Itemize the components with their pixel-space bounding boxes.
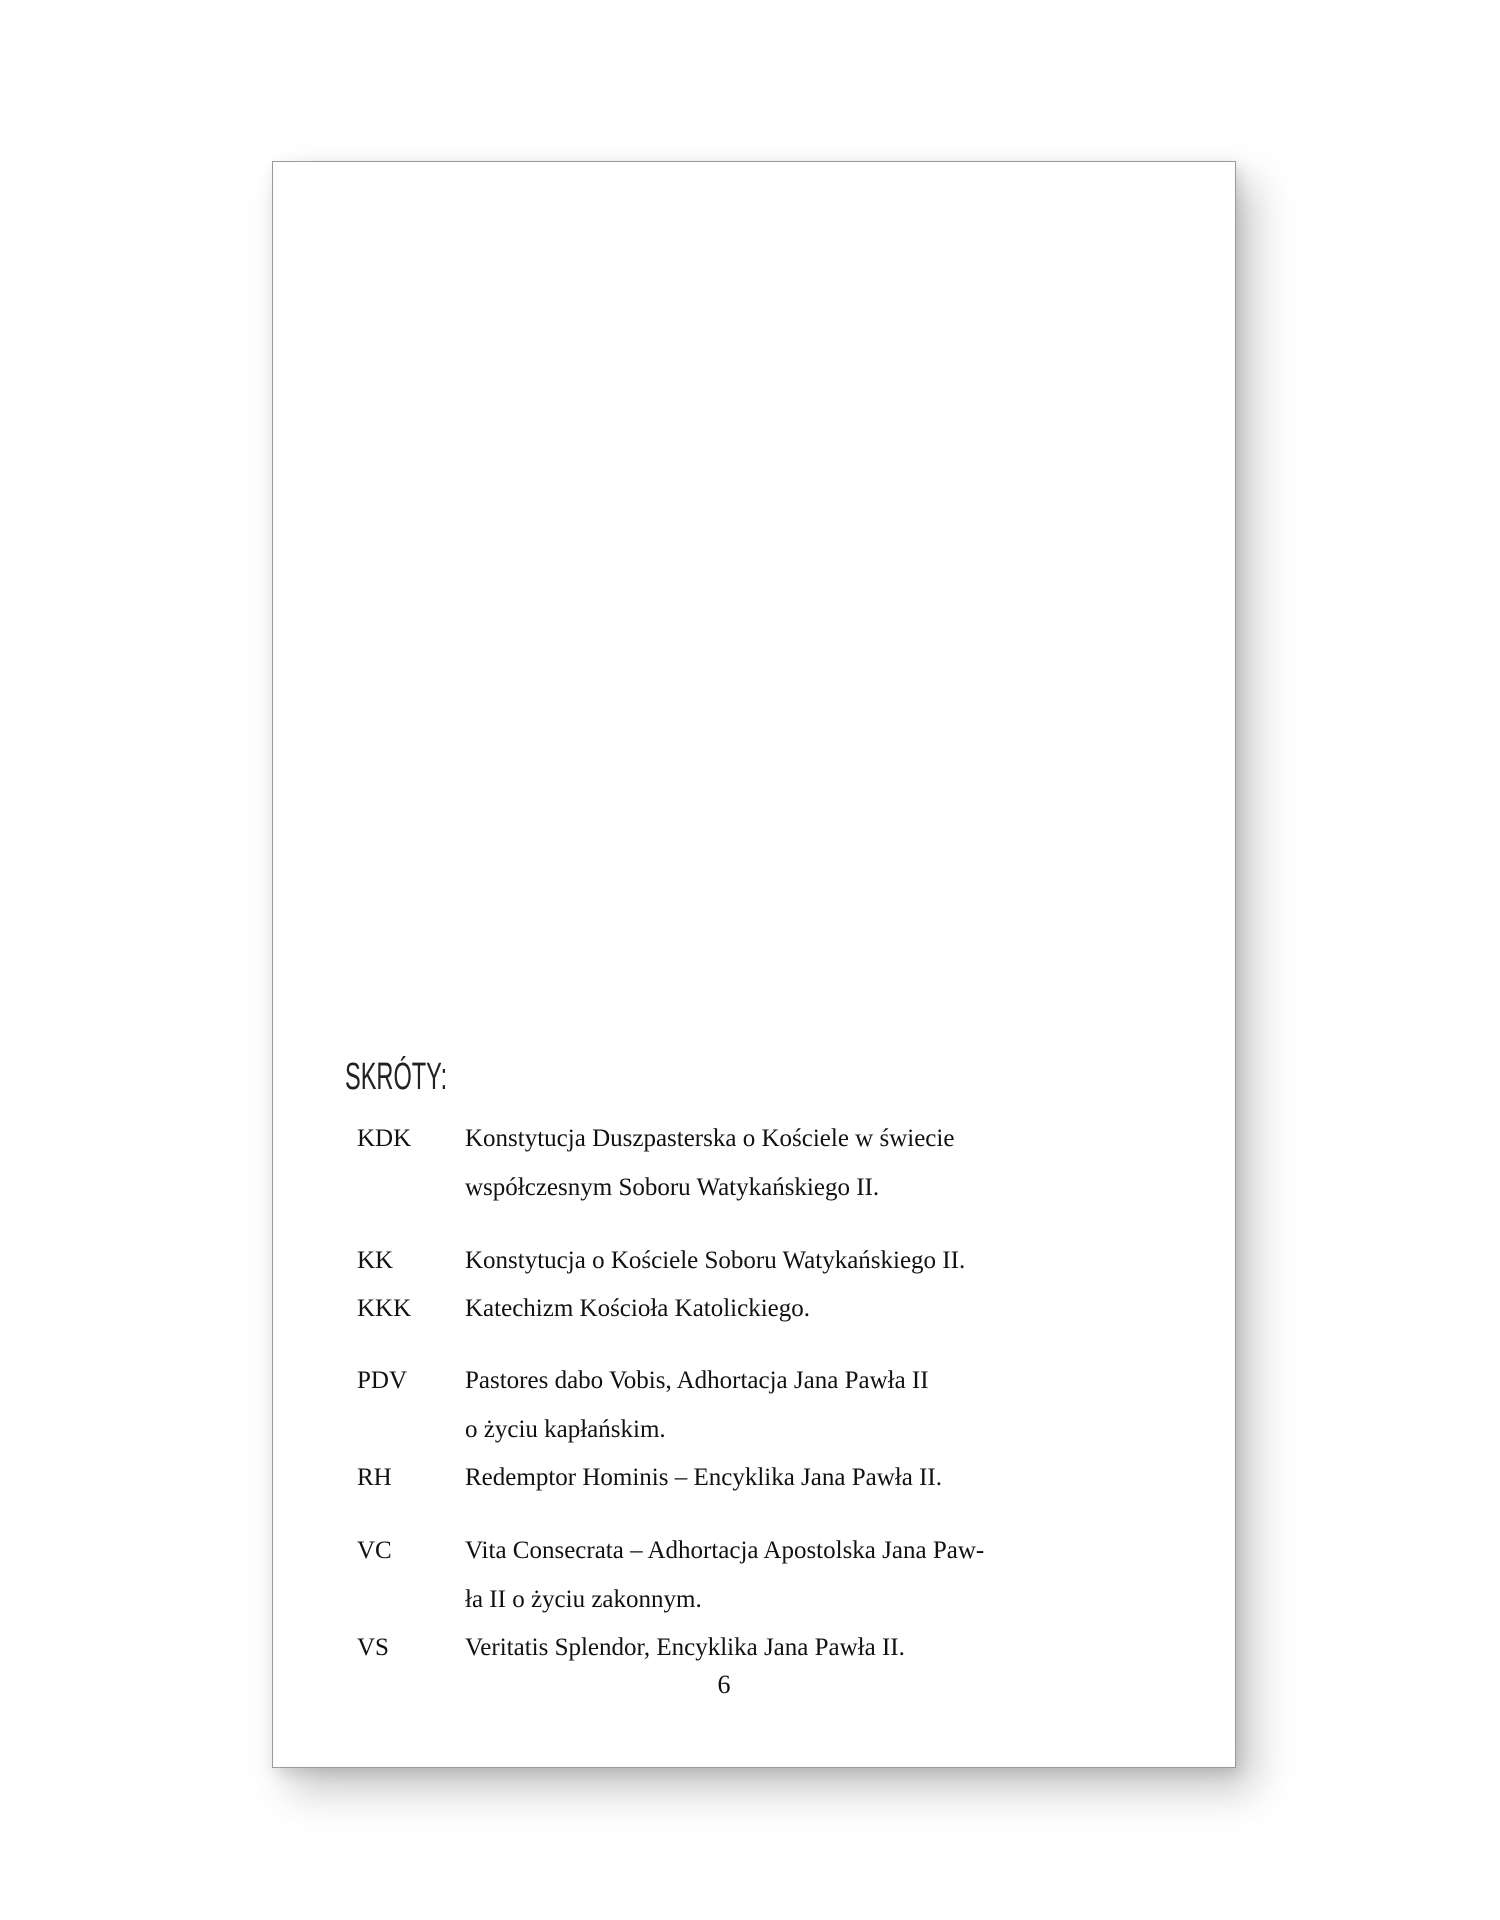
page-number: 6 — [717, 1670, 731, 1699]
abbreviation: PDV — [357, 1367, 408, 1394]
abbreviation: KK — [357, 1247, 394, 1274]
abbreviations-heading: SKRÓTY: — [345, 1056, 448, 1098]
abbreviation-description — [465, 1114, 1185, 1212]
description-line: Katechizm Kościoła Katolickiego. — [465, 1295, 811, 1322]
abbreviation: KDK — [357, 1125, 412, 1152]
description-line: ła II o życiu zakonnym. — [465, 1586, 702, 1613]
abbreviation: VS — [357, 1634, 389, 1661]
document-page — [272, 161, 1236, 1768]
abbreviation-description — [465, 1356, 1185, 1454]
description-line: o życiu kapłańskim. — [465, 1416, 666, 1443]
description-line: Veritatis Splendor, Encyklika Jana Pawła II. — [465, 1634, 905, 1661]
page-number-container — [273, 1670, 1235, 1700]
abbreviation: VC — [357, 1537, 392, 1564]
abbreviation-description — [465, 1284, 1185, 1333]
abbreviation-description — [465, 1623, 1185, 1672]
abbreviation-description — [465, 1453, 1185, 1502]
description-line: Redemptor Hominis – Encyklika Jana Pawła II. — [465, 1464, 942, 1491]
description-line: Konstytucja Duszpasterska o Kościele w świecie — [465, 1125, 955, 1152]
description-line: współczesnym Soboru Watykańskiego II. — [465, 1174, 880, 1201]
abbreviation-description — [465, 1526, 1185, 1624]
description-line: Pastores dabo Vobis, Adhortacja Jana Pawła II — [465, 1367, 929, 1394]
abbreviation-description — [465, 1236, 1185, 1285]
abbreviation: KKK — [357, 1295, 412, 1322]
description-line: Konstytucja o Kościele Soboru Watykańskiego II. — [465, 1247, 966, 1274]
description-line: Vita Consecrata – Adhortacja Apostolska Jana Paw- — [465, 1537, 985, 1564]
abbreviation: RH — [357, 1464, 392, 1491]
